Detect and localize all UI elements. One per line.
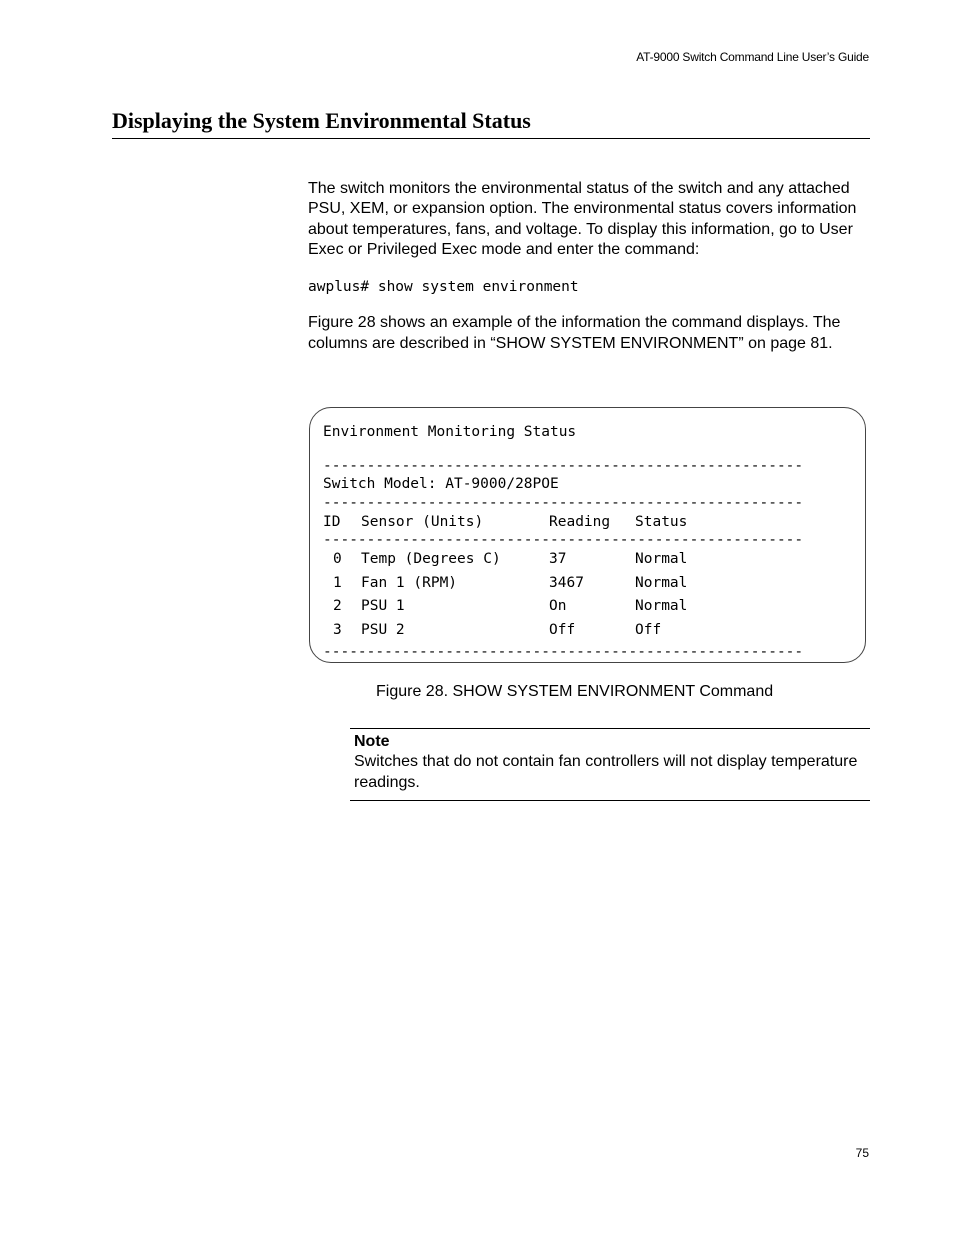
row-status: Normal: [635, 575, 688, 591]
model-value: AT-9000/28POE: [445, 476, 559, 492]
note-text: Switches that do not contain fan controllers will not display temperature readings.: [354, 753, 858, 791]
row-sensor: PSU 1: [361, 598, 405, 614]
running-header: AT-9000 Switch Command Line User’s Guide: [636, 50, 869, 64]
row-sensor: Fan 1 (RPM): [361, 575, 458, 591]
row-sensor: PSU 2: [361, 622, 405, 638]
row-reading: On: [549, 598, 567, 614]
column-header-id: ID: [323, 514, 341, 530]
note-box: [350, 728, 870, 801]
separator-line: -------------------------------------------------------: [323, 458, 804, 474]
figure-heading: Environment Monitoring Status: [323, 424, 577, 440]
row-status: Normal: [635, 551, 688, 567]
note-label: Note: [354, 733, 390, 750]
intro-paragraph: The switch monitors the environmental status of the switch and any attached PSU, XEM, or expansion option. The environmental status covers information about temperatures, fans, and voltage. To display this information, go to User Exec or Privileged Exec mode and enter the command:: [308, 180, 857, 258]
row-id: 0: [333, 551, 342, 567]
separator-line: -------------------------------------------------------: [323, 644, 804, 660]
row-reading: 37: [549, 551, 567, 567]
row-reading: Off: [549, 622, 576, 638]
row-id: 2: [333, 598, 342, 614]
description-paragraph: Figure 28 shows an example of the information the command displays. The columns are described in “SHOW SYSTEM ENVIRONMENT” on page 81.: [308, 314, 841, 352]
row-sensor: Temp (Degrees C): [361, 551, 501, 567]
column-header-reading: Reading: [549, 514, 611, 530]
body-content: [308, 179, 870, 354]
row-id: 1: [333, 575, 342, 591]
row-reading: 3467: [549, 575, 584, 591]
model-label: Switch Model:: [323, 476, 437, 492]
column-header-sensor: Sensor (Units): [361, 514, 484, 530]
row-status: Normal: [635, 598, 688, 614]
column-header-status: Status: [635, 514, 688, 530]
row-status: Off: [635, 622, 662, 638]
section-title: Displaying the System Environmental Status: [112, 108, 870, 139]
figure-caption: Figure 28. SHOW SYSTEM ENVIRONMENT Command: [376, 683, 774, 700]
command-example: awplus# show system environment: [308, 279, 579, 296]
row-id: 3: [333, 622, 342, 638]
switch-model-line: [323, 476, 559, 493]
page-number: 75: [855, 1146, 869, 1160]
figure-box: [309, 407, 866, 663]
separator-line: -------------------------------------------------------: [323, 495, 804, 511]
separator-line: -------------------------------------------------------: [323, 532, 804, 548]
